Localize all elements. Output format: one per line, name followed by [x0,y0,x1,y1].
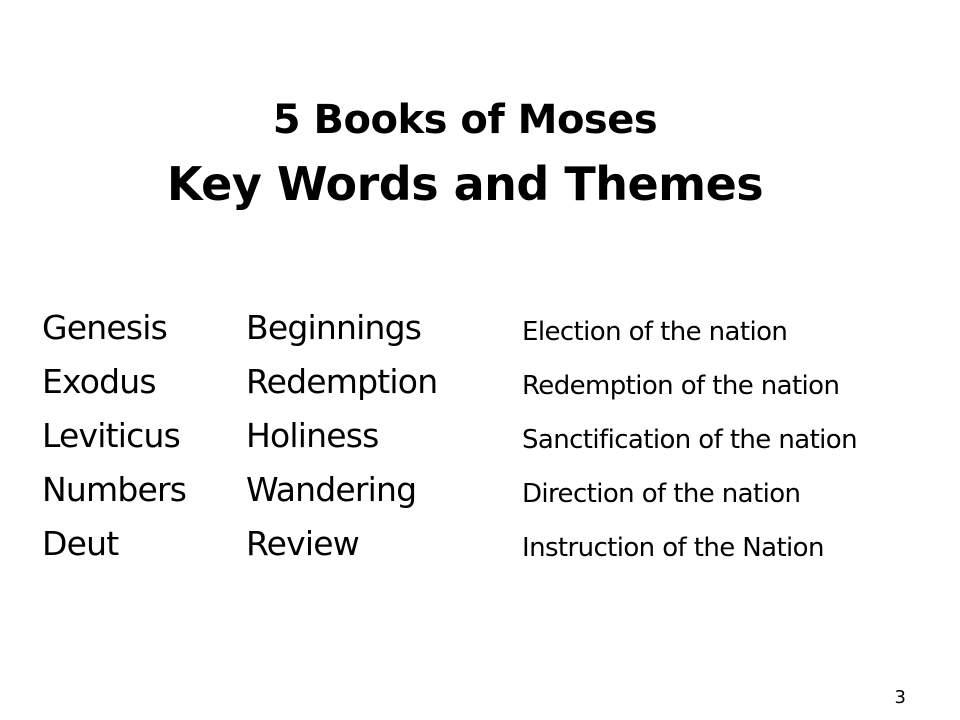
slide-title-line-2: Key Words and Themes [166,157,764,211]
book-row-leviticus [0,409,960,463]
book-name: Leviticus [42,416,180,455]
book-row-exodus [0,355,960,409]
book-row-deut [0,517,960,571]
book-name: Numbers [42,470,187,509]
theme-text: Instruction of the Nation [522,533,824,563]
theme-text: Direction of the nation [522,479,801,509]
book-row-genesis [0,301,960,355]
slide-title-line-1: 5 Books of Moses [272,97,658,143]
theme-text: Sanctification of the nation [522,425,857,455]
key-word: Redemption [246,362,438,401]
book-row-numbers [0,463,960,517]
key-word: Wandering [246,470,417,509]
book-name: Exodus [42,362,156,401]
key-word: Review [246,524,359,563]
book-name: Genesis [42,308,168,347]
slide-number: 3 [894,687,906,708]
book-name: Deut [42,524,119,563]
theme-text: Redemption of the nation [522,371,840,401]
key-word: Beginnings [246,308,422,347]
key-word: Holiness [246,416,379,455]
theme-text: Election of the nation [522,317,788,347]
